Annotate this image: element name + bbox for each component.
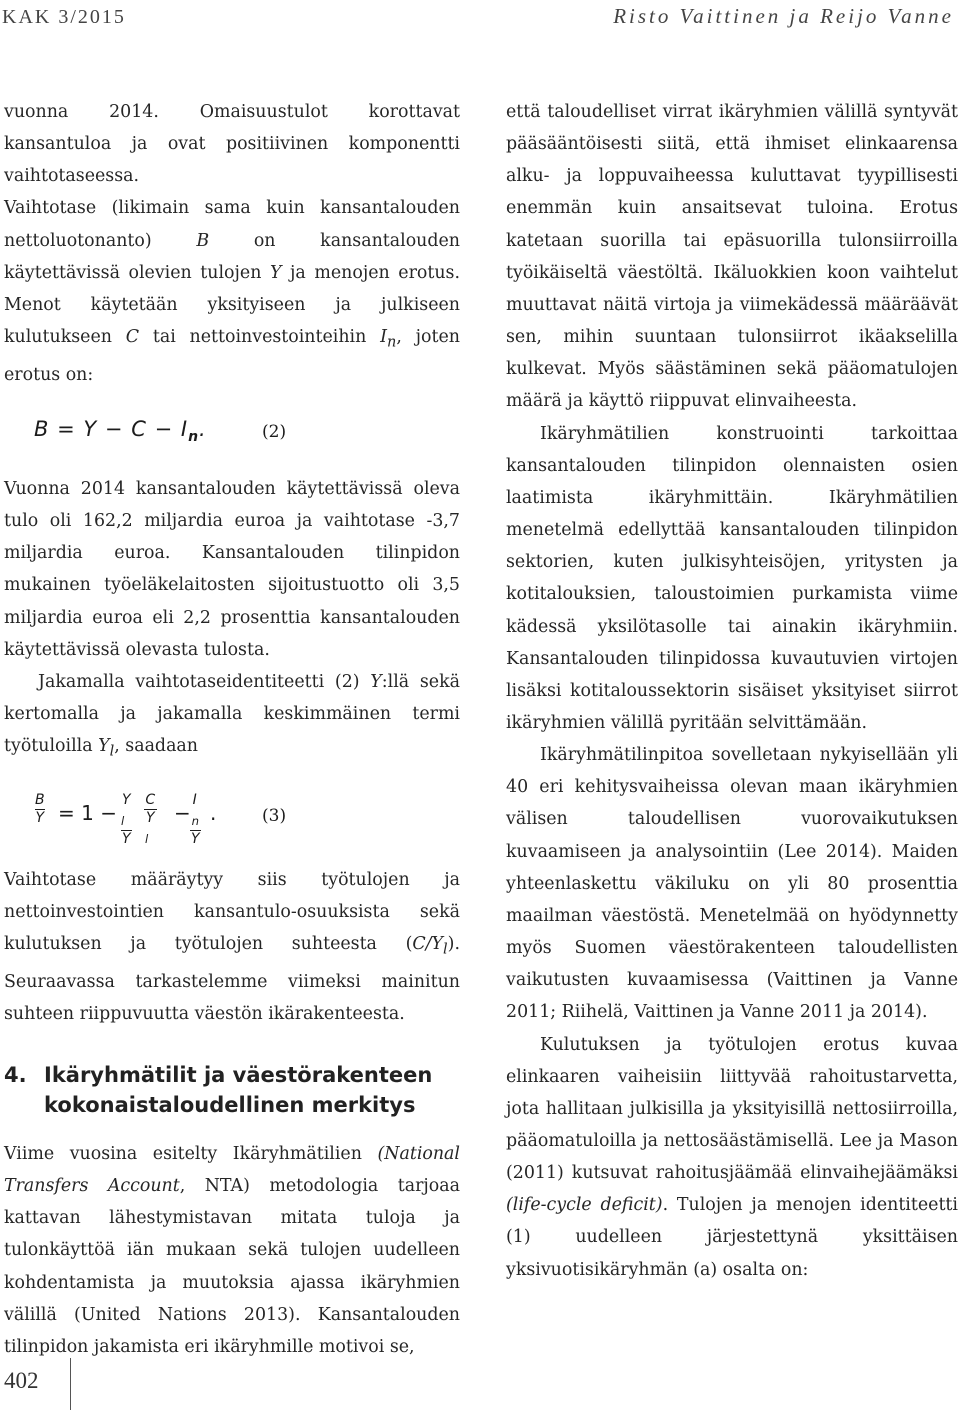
right-column bbox=[506, 96, 958, 1286]
running-header bbox=[0, 4, 960, 34]
paragraph: Ikäryhmätilien konstruointi tarkoittaa kansantalouden tilinpidon olennaisten osien laatimista ikäryhmittäin. Ikäryhmätilien menetelmä edellyttää kansantalouden tilinpidon sektorien, kuten julkisyhteisöjen, yritysten ja kotitalouksien, taloustoimien purkamista viime kädessä yksilötasolle tai ainakin ikäryhmiin. Kansantalouden tilinpidossa kuvautuvien virtojen lisäksi kotitaloussektorin sisäiset yksityiset siirrot ikäryhmien välillä pyritään selvittämään. bbox=[506, 423, 958, 733]
paragraph: että taloudelliset virrat ikäryhmien välillä syntyvät pääsääntöisesti siitä, että ihmiset elinkaarensa alku- ja loppuvaiheessa kuluttavat tyypillisesti enemmän kuin ansaitsevat tuloina. Erotus katetaan suorilla tai epäsuorilla tulonsiirroilla työikäiseltä väestöltä. Ikäluokkien koon vaihtelut muuttavat näitä virtoja ja viimekädessä määräävät sen, mihin suuntaan tulonsiirrot ikäakselilla kulkevat. Myös säästäminen sekä pääomatulojen määrä ja käyttö riippuvat elinvaiheesta. bbox=[506, 102, 958, 412]
paragraph: Vaihtotase (likimain sama kuin kansantalouden nettoluotonanto) B on kansantalouden käytettävissä olevien tulojen Y ja menojen erotus. Menot käytetään yksityiseen ja julkiseen kulutukseen C tai nettoinvestointeihin $I_n$, joten erotus on: bbox=[4, 198, 460, 385]
fraction-c-over-yl: C Y $_l$ bbox=[145, 791, 156, 846]
page-number: 402 bbox=[4, 1368, 39, 1393]
paragraph: Kulutuksen ja työtulojen erotus kuvaa elinkaaren vaiheisiin liittyvää rahoitustarvetta, jota hallitaan julkisilla ja yksityisillä nettosiirroilla, pääomatuloilla ja nettosäästämisellä. Lee ja Mason (2011) kutsuvat rahoitusjäämää elinvaihejäämäksi (life-cycle deficit). Tulojen ja menojen identiteetti (1) uudelleen järjestettynä yksittäisen yksivuotisikäryhmän (a) osalta on: bbox=[506, 1034, 958, 1280]
equation-number: (3) bbox=[262, 805, 287, 826]
paragraph: Vuonna 2014 kansantalouden käytettävissä oleva tulo oli 162,2 miljardia euroa ja vaihtotase -3,7 miljardia euroa. Kansantalouden tilinpidon mukainen työeläkelaitosten sijoitustuotto oli 3,5 miljardia euroa eli 2,2 prosenttia kansantalouden käytettävissä olevasta tulosta. bbox=[4, 478, 460, 660]
section-heading bbox=[4, 1060, 460, 1120]
fraction-in-over-y: I $_n$ Y bbox=[191, 791, 200, 847]
authors: Risto Vaittinen ja Reijo Vanne bbox=[613, 4, 954, 28]
paragraph: Ikäryhmätilinpitoa sovelletaan nykyisellään yli 40 eri kehitysvaiheissa olevan maan ikäryhmien välisen taloudellisen vuorovaikutuksen kuvaamiseen ja analysointiin (Lee 2014). Maiden yhteenlaskettu väkiluku on yli 80 prosenttia maailman väestöstä. Menetelmää on hyödynnetty myös Suomen väestörakenteen taloudellisten vaikutusten kuvaamisessa (Vaittinen ja Vanne 2011; Riihelä, Vaittinen ja Vanne 2011 ja 2014). bbox=[506, 745, 958, 1023]
section-title-line2: kokonaistaloudellinen merkitys bbox=[44, 1093, 416, 1117]
paragraph: Viime vuosina esitelty Ikäryhmätilien (National Transfers Account, NTA) metodologia tarjoaa kattavan lähestymistavan mitata tuloja ja tulonkäyttöä iän mukaan sekä tulojen uudelleen kohdentamista ja muutoksia ajassa ikäryhmien välillä (United Nations 2013). Kansantalouden tilinpidon jakamista eri ikäryhmille motivoi se, bbox=[4, 1144, 460, 1357]
equation-number: (2) bbox=[262, 421, 287, 442]
footer-divider bbox=[70, 1358, 71, 1410]
equation-3: $\frac{B}{Y}$ = 1 − Y $_l$ Y C Y $_l$ − I $_n$ Y . (3) bbox=[35, 791, 287, 847]
paragraph: vuonna 2014. Omaisuustulot korottavat kansantuloa ja ovat positiivinen komponentti vaihtotaseessa. bbox=[4, 102, 460, 187]
fraction-yl-over-y: Y $_l$ Y bbox=[121, 791, 131, 847]
equation-2-formula: $B = Y - C - I_n$. bbox=[34, 416, 207, 446]
section-title-line1: Ikäryhmätilit ja väestörakenteen bbox=[44, 1063, 433, 1087]
left-column bbox=[4, 96, 460, 1363]
paragraph: Jakamalla vaihtotaseidentiteetti (2) Y:llä sekä kertomalla ja jakamalla keskimmäinen termi työtuloilla $Y_l$, saadaan bbox=[4, 671, 460, 760]
fraction-b-over-y: $\frac{B}{Y}$ bbox=[35, 791, 45, 826]
paragraph: Vaihtotase määräytyy siis työtulojen ja nettoinvestointien kansantulo-osuuksista sekä kulutuksen ja työtulojen suhteesta $(C/Y_l)$. Seuraavassa tarkastelemme viimeksi mainitun suhteen riippuvuutta väestön ikärakenteesta. bbox=[4, 869, 460, 1024]
journal-issue: KAK 3/2015 bbox=[2, 6, 126, 28]
section-number: 4. bbox=[4, 1063, 27, 1087]
equation-2 bbox=[4, 405, 460, 463]
